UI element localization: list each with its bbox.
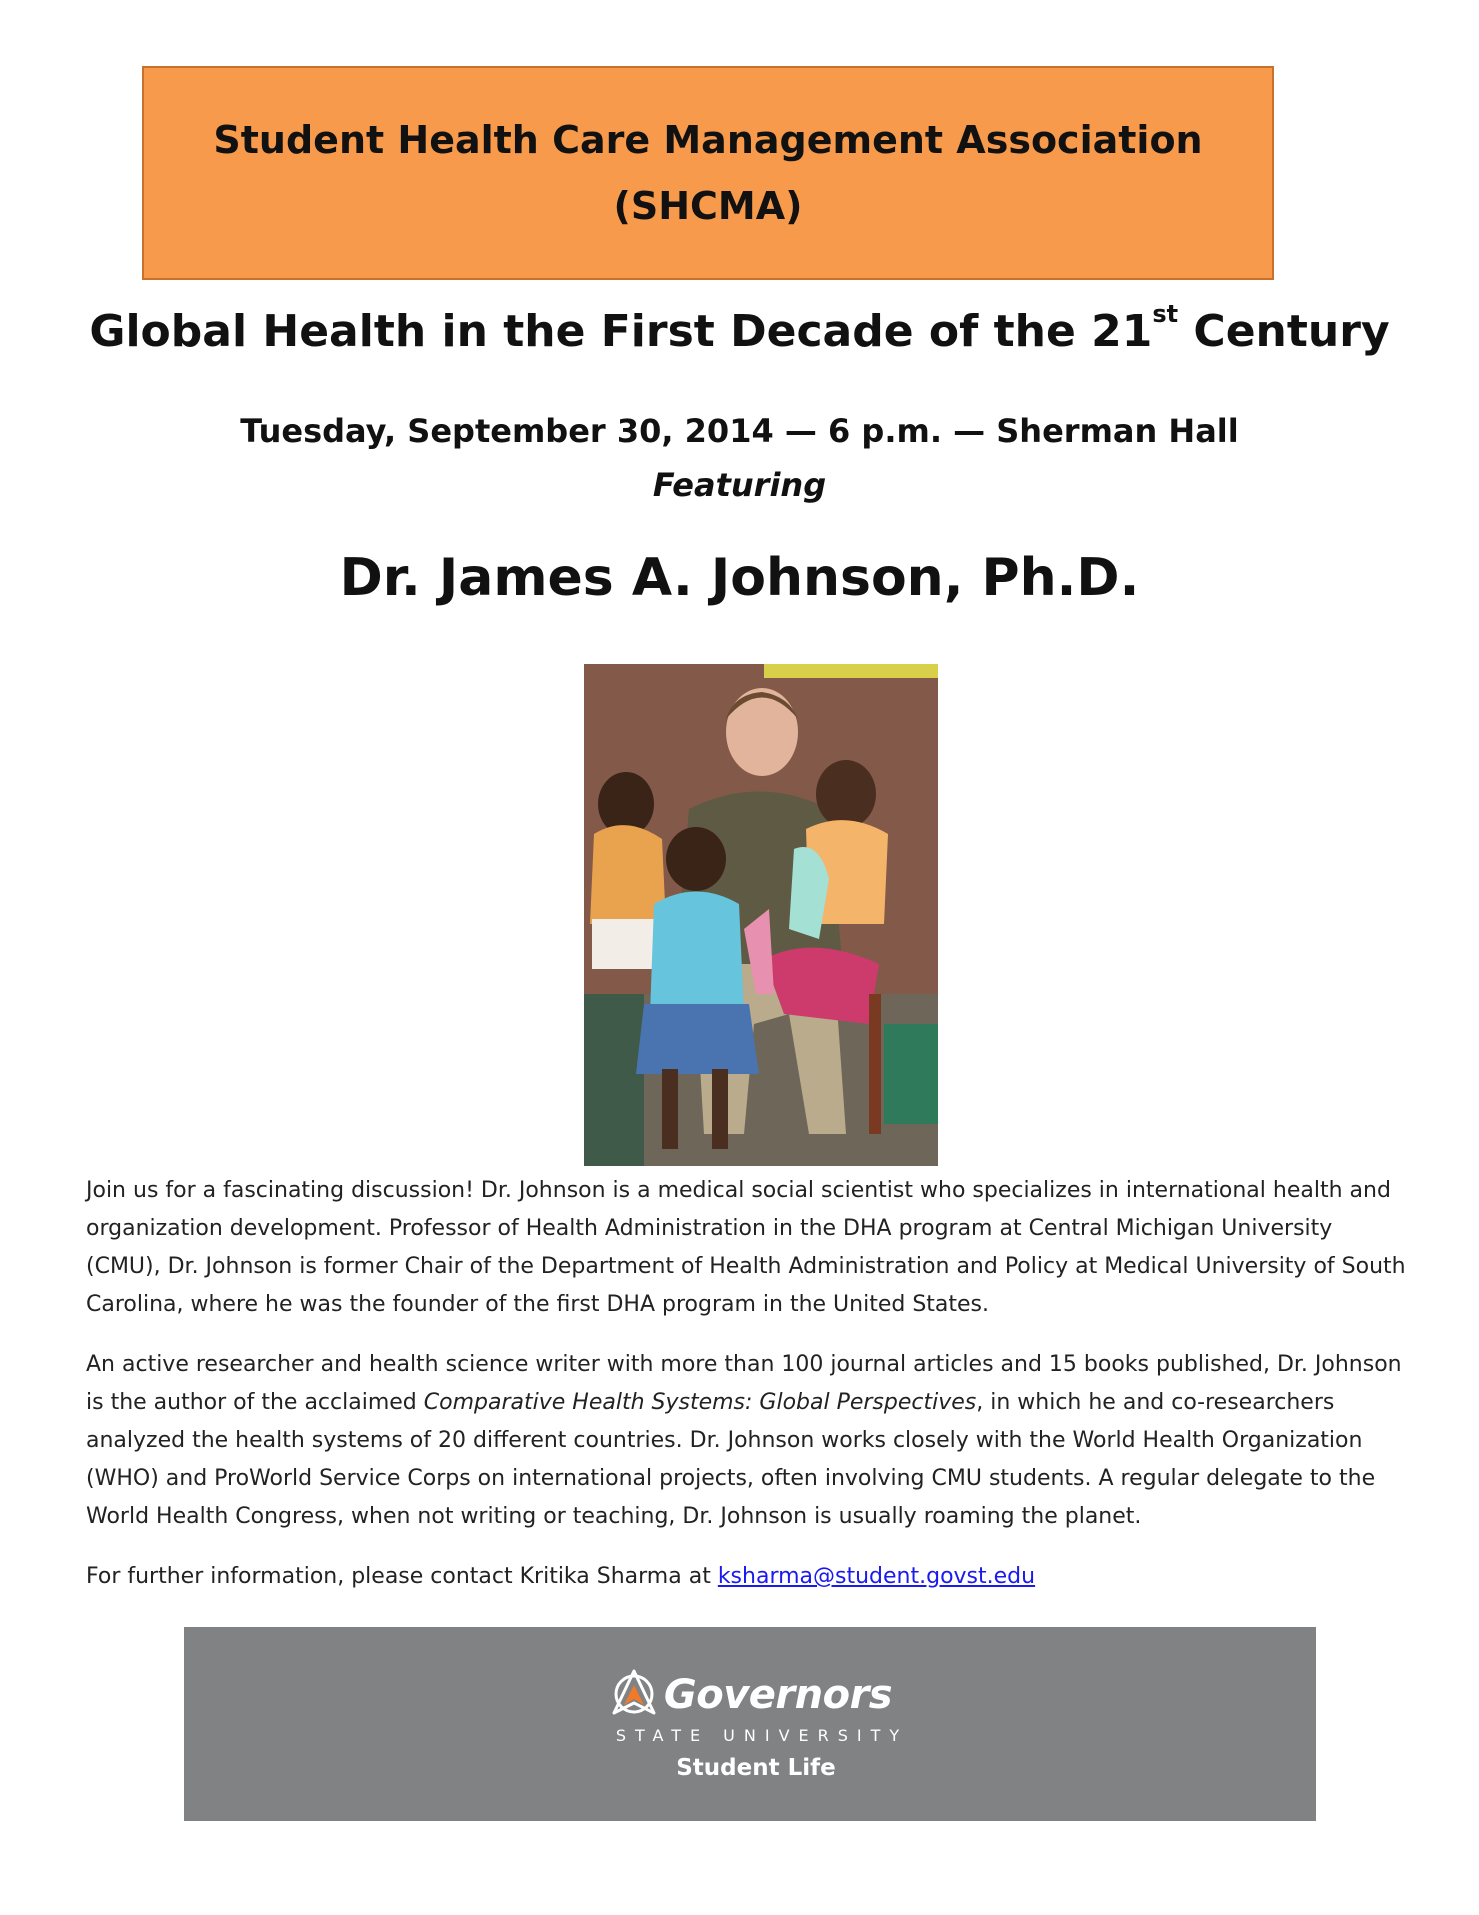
header-banner <box>142 66 1274 280</box>
paragraph-research <box>86 1346 1406 1536</box>
event-date-time-location: Tuesday, September 30, 2014 — 6 p.m. — Sherman Hall <box>240 412 1239 450</box>
university-logo <box>608 1667 892 1722</box>
event-title-end: Century <box>1178 306 1390 357</box>
contact-text: For further information, please contact Kritika Sharma at <box>86 1564 718 1589</box>
book-title: Comparative Health Systems: Global Perspectives <box>423 1390 977 1415</box>
paragraph-bio: Join us for a fascinating discussion! Dr. Johnson is a medical social scientist who specializes in international health and organization development. Professor of Health Administration in the DHA program at Central Michigan University (CMU), Dr. Johnson is former Chair of the Department of Health Administration and Policy at Medical University of South Carolina, where he was the founder of the first DHA program in the United States. <box>86 1178 1406 1317</box>
event-title-main: Global Health in the First Decade of the 21 <box>89 306 1153 357</box>
compass-triangle-icon <box>608 1667 660 1722</box>
contact-email-link[interactable]: ksharma@student.govst.edu <box>717 1564 1036 1589</box>
paragraph-contact <box>86 1558 1406 1596</box>
event-title-sup: st <box>1152 300 1179 328</box>
photo-illustration <box>584 664 938 1166</box>
org-name: Student Health Care Management Association <box>213 118 1203 162</box>
footer-logo-band <box>184 1627 1316 1821</box>
logo-wordmark: Governors <box>663 1671 893 1718</box>
event-description <box>86 1172 1406 1618</box>
event-title <box>0 300 1479 357</box>
featuring-label: Featuring <box>652 466 827 504</box>
speaker-name: Dr. James A. Johnson, Ph.D. <box>339 548 1140 608</box>
logo-subtitle: STATE UNIVERSITY <box>615 1726 909 1745</box>
speaker-photo <box>584 664 938 1166</box>
org-acronym: (SHCMA) <box>613 184 803 228</box>
logo-department: Student Life <box>676 1755 836 1781</box>
paragraph-research-start: An active researcher and health science writer with more than 100 journal articles and 15 books published, Dr. Johnson is the author of the acclaimed <box>86 1352 1402 1415</box>
paragraph-research-end: , in which he and co-researchers analyzed the health systems of 20 different countries. Dr. Johnson works closely with the World Health Organization (WHO) and ProWorld Service Corps on international projects, often involving CMU students. A regular delegate to the World Health Congress, when not writing or teaching, Dr. Johnson is usually roaming the planet. <box>86 1390 1376 1529</box>
